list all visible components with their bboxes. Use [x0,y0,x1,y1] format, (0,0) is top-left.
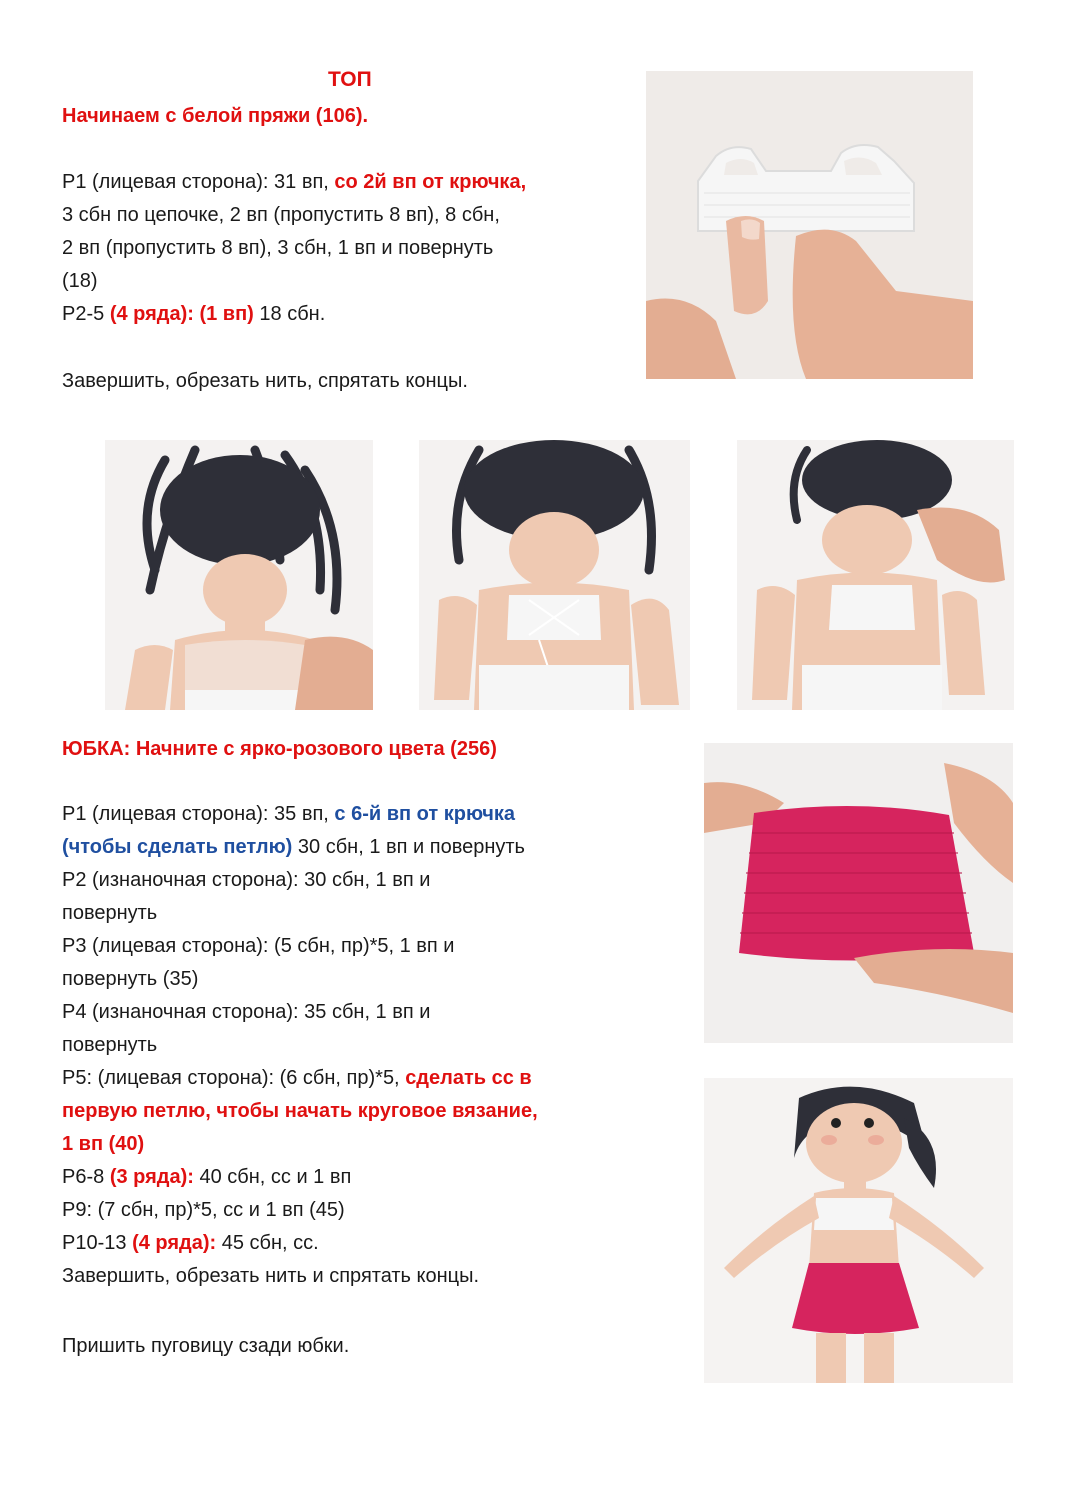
finished-doll-photo [704,1078,1013,1383]
top-row2: Р2-5 (4 ряда): (1 вп) 18 сбн. [62,303,326,325]
top-piece-illustration [646,71,973,379]
skirt-row4-line1: Р4 (изнаночная сторона): 35 сбн, 1 вп и [62,1001,431,1023]
dressed-doll-illustration [704,1078,1013,1383]
pink-skirt-illustration [704,743,1013,1043]
top-row1-line2: 3 сбн по цепочке, 2 вп (пропустить 8 вп), 8 сбн, [62,204,500,226]
top-finish: Завершить, обрезать нить, спрятать концы. [62,370,468,392]
skirt-row1-line2: (чтобы сделать петлю) 30 сбн, 1 вп и повернуть [62,836,525,858]
top-piece-photo [646,71,973,379]
skirt-piece-photo [704,743,1013,1043]
doll-back-illustration-2 [419,440,690,710]
skirt-button-note: Пришить пуговицу сзади юбки. [62,1335,350,1357]
skirt-title: ЮБКА: Начните с ярко-розового цвета (256) [62,738,497,760]
top-row1-line4: (18) [62,270,98,292]
skirt-row3-line1: Р3 (лицевая сторона): (5 сбн, пр)*5, 1 вп и [62,935,455,957]
skirt-finish: Завершить, обрезать нить и спрятать концы. [62,1265,480,1287]
lacing-step1-photo [105,440,373,710]
top-instructions [62,166,526,331]
skirt-row5-line2: первую петлю, чтобы начать круговое вязание, [62,1100,538,1122]
skirt-row5-line1: Р5: (лицевая сторона): (6 сбн, пр)*5, сделать сс в [62,1067,532,1089]
skirt-row5-line3: 1 вп (40) [62,1133,145,1155]
doll-back-illustration-1 [105,440,373,710]
skirt-row6: Р6-8 (3 ряда): 40 сбн, сс и 1 вп [62,1166,352,1188]
skirt-instructions [62,798,538,1293]
skirt-row2-line1: Р2 (изнаночная сторона): 30 сбн, 1 вп и [62,869,431,891]
top-row1-line3: 2 вп (пропустить 8 вп), 3 сбн, 1 вп и повернуть [62,237,494,259]
skirt-row1-line1: Р1 (лицевая сторона): 35 вп, с 6-й вп от крючка [62,803,516,825]
skirt-row3-line2: повернуть (35) [62,968,199,990]
top-title: ТОП [328,68,372,91]
lacing-step2-photo [419,440,690,710]
skirt-row2-line2: повернуть [62,902,158,924]
doll-back-illustration-3 [737,440,1014,710]
top-start-yarn: Начинаем с белой пряжи (106). [62,105,369,127]
skirt-row10: Р10-13 (4 ряда): 45 сбн, сс. [62,1232,319,1254]
top-row1-line1: Р1 (лицевая сторона): 31 вп, со 2й вп от крючка, [62,171,527,193]
skirt-row4-line2: повернуть [62,1034,158,1056]
lacing-step3-photo [737,440,1014,710]
skirt-row9: Р9: (7 сбн, пр)*5, сс и 1 вп (45) [62,1199,345,1221]
